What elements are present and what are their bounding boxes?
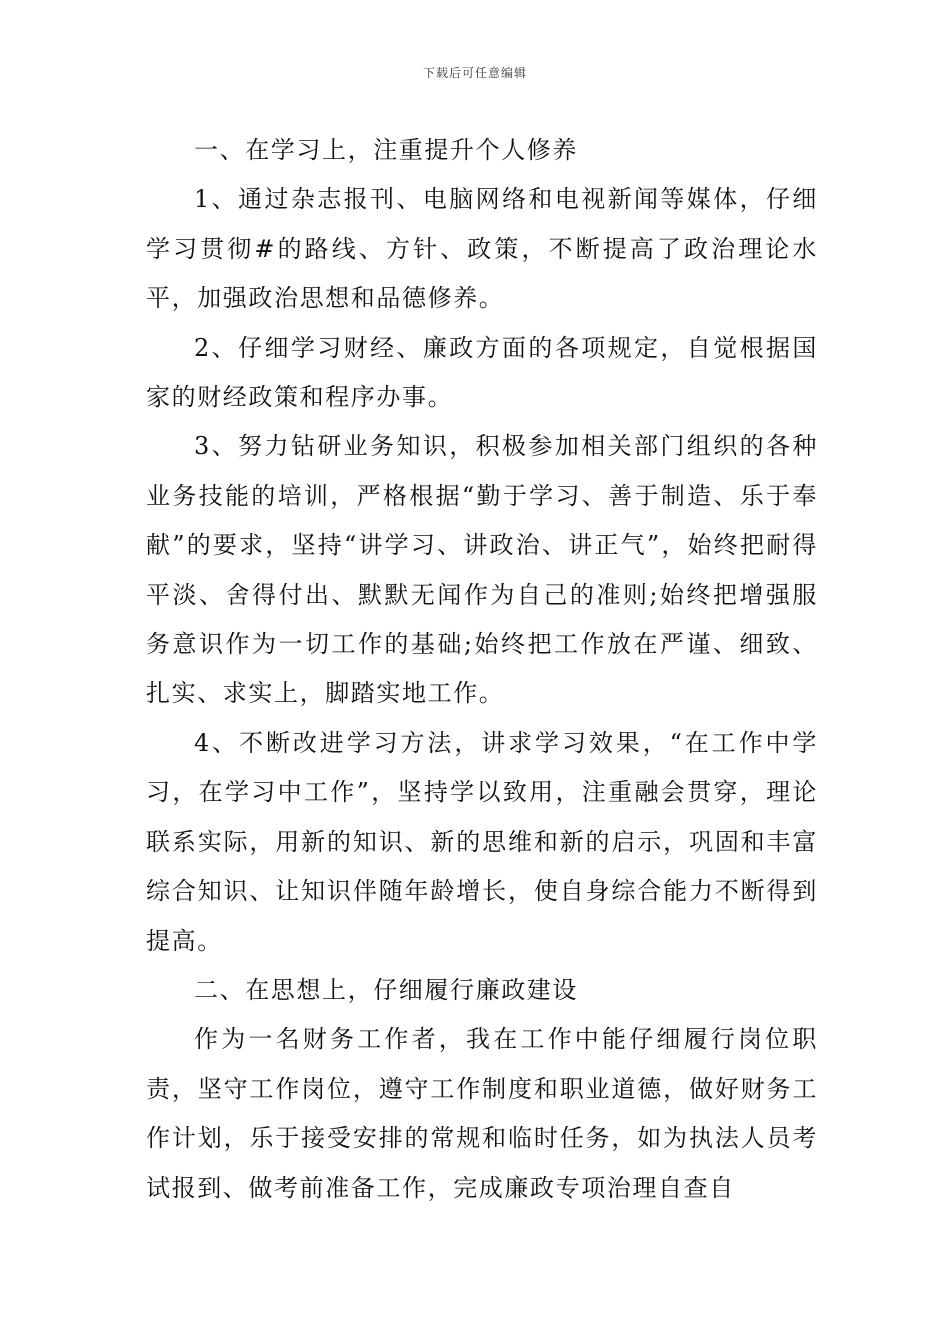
page-header-note: 下载后可任意编辑: [422, 66, 527, 80]
paragraph-finance-duties: 作为一名财务工作者，我在工作中能仔细履行岗位职责，坚守工作岗位，遵守工作制度和职业道德，做好财务工作计划，乐于接受安排的常规和临时任务，如为执法人员考试报到、做考前准备工作，完成廉政专项治理自查自: [146, 1025, 818, 1202]
document-body: [146, 126, 818, 1213]
paragraph-item-4: 4、不断改进学习方法，讲求学习效果，“在工作中学习，在学习中工作”，坚持学以致用，注重融会贯穿，理论联系实际，用新的知识、新的思维和新的启示，巩固和丰富综合知识、让知识伴随年龄增长，使自身综合能力不断得到提高。: [146, 728, 818, 955]
section-heading-ideology: 二、在思想上，仔细履行廉政建设: [194, 975, 578, 1004]
paragraph-item-1: 1、通过杂志报刊、电脑网络和电视新闻等媒体，仔细学习贯彻#的路线、方针、政策，不断提高了政治理论水平，加强政治思想和品德修养。: [146, 185, 818, 313]
section-heading-study: 一、在学习上，注重提升个人修养: [194, 136, 578, 164]
paragraph-item-3: 3、努力钻研业务知识，积极参加相关部门组织的各种业务技能的培训，严格根据“勤于学习、善于制造、乐于奉献”的要求，坚持“讲学习、讲政治、讲正气”，始终把耐得平淡、舍得付出、默默无闻作为自己的准则;始终把增强服务意识作为一切工作的基础;始终把工作放在严谨、细致、扎实、求实上，脚踏实地工作。: [146, 432, 818, 708]
paragraph-item-2: 2、仔细学习财经、廉政方面的各项规定，自觉根据国家的财经政策和程序办事。: [146, 333, 818, 412]
